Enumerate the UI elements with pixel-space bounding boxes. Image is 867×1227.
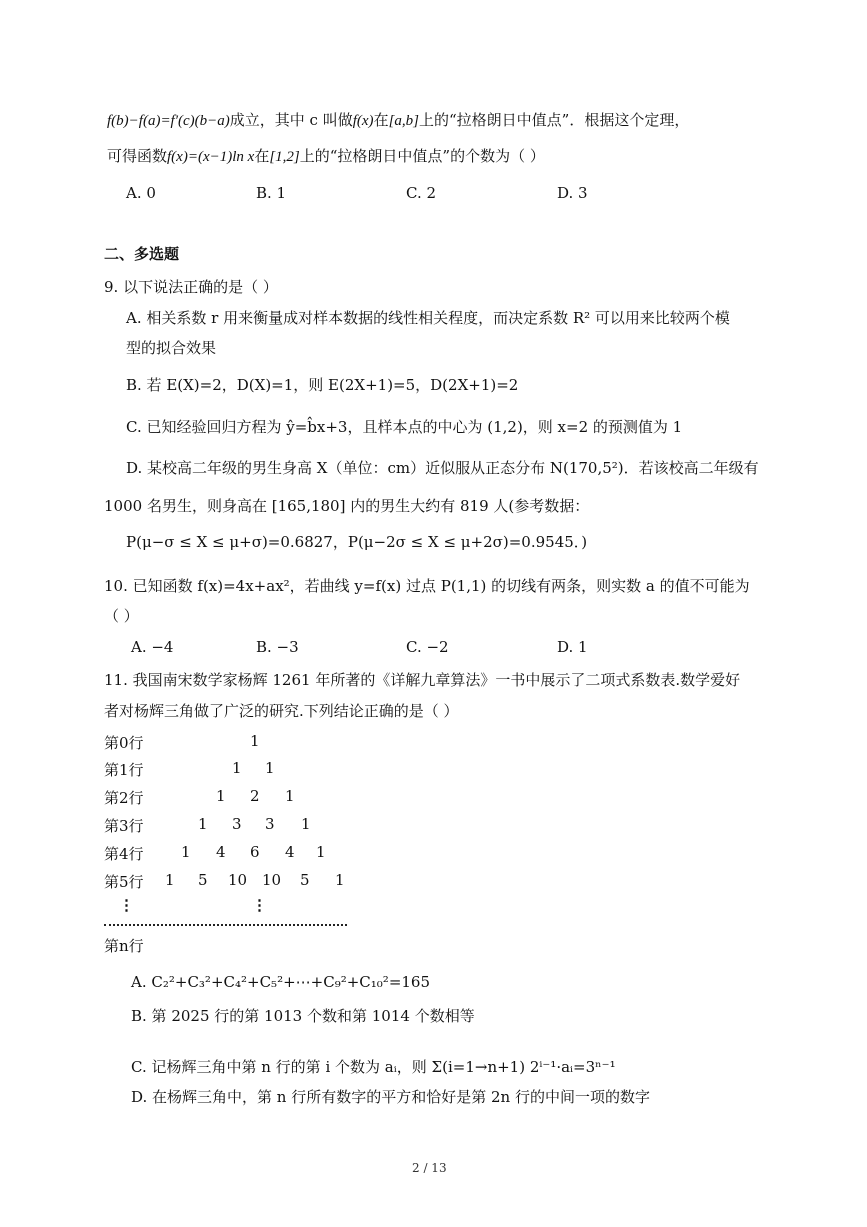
triangle-cell: 1 [265,759,275,777]
row-label-2: 第2行 [104,789,144,807]
q9-option-d-line2: 1000 名男生，则身高在 [165,180] 内的男生大约有 819 人(参考数据： [104,497,590,515]
dotted-divider [104,924,347,926]
q9-option-a-line1: A. 相关系数 r 用来衡量成对样本数据的线性相关程度，而决定系数 R² 可以用来比较两个模 [126,309,730,327]
q9-option-d-line3: P(μ−σ ≤ X ≤ μ+σ)=0.6827，P(μ−2σ ≤ X ≤ μ+2σ)=0.9545．) [126,533,588,551]
q11-stem-line1: 11. 我国南宋数学家杨辉 1261 年所著的《详解九章算法》一书中展示了二项式系数表.数学爱好 [104,671,741,689]
q11-stem-line2: 者对杨辉三角做了广泛的研究.下列结论正确的是（ ） [104,702,459,720]
q10-stem-line2: （ ） [104,607,139,625]
triangle-cell: 10 [228,871,248,889]
section-title: 二、多选题 [104,245,180,263]
q11-option-d: D. 在杨辉三角中，第 n 行所有数字的平方和恰好是第 2n 行的中间一项的数字 [131,1088,650,1106]
triangle-cell: 1 [335,871,345,889]
q8-option-c: C. 2 [406,184,437,202]
q11-option-c: C. 记杨辉三角中第 n 行的第 i 个数为 aᵢ，则 Σ(i=1→n+1) 2ⁱ⁻¹·aᵢ=3ⁿ⁻¹ [131,1058,616,1076]
q9-stem: 9. 以下说法正确的是（ ） [104,278,278,296]
triangle-cell: 5 [198,871,208,889]
q9-option-c: C. 已知经验回归方程为 ŷ=b̂x+3，且样本点的中心为 (1,2)，则 x=2 的预测值为 1 [126,418,683,436]
row-label-3: 第3行 [104,817,144,835]
row-label-5: 第5行 [104,873,144,891]
q8-option-d: D. 3 [557,184,588,202]
vdots-right: ⋮ [252,896,267,914]
q8-option-b: B. 1 [256,184,287,202]
q10-option-b: B. −3 [256,638,299,656]
triangle-cell: 1 [165,871,175,889]
q9-option-d-line1: D. 某校高二年级的男生身高 X（单位：cm）近似服从正态分布 N(170,5²)．若该校高二年级有 [126,459,759,477]
vdots-left: ⋮ [119,896,134,914]
triangle-cell: 4 [216,843,226,861]
q8-line1: f(b)−f(a)=f′(c)(b−a)成立，其中 c 叫做f(x)在[a,b]上的“拉格朗日中值点”．根据这个定理， [107,111,690,129]
triangle-cell: 1 [285,787,295,805]
triangle-cell: 3 [232,815,242,833]
triangle-cell: 10 [262,871,282,889]
triangle-cell: 1 [181,843,191,861]
triangle-cell: 1 [198,815,208,833]
q10-option-c: C. −2 [406,638,449,656]
q10-option-a: A. −4 [131,638,174,656]
q11-option-b: B. 第 2025 行的第 1013 个数和第 1014 个数相等 [131,1007,475,1025]
triangle-cell: 1 [301,815,311,833]
row-label-n: 第n行 [104,937,144,955]
page-number: 2 / 13 [412,1161,447,1175]
triangle-cell: 1 [232,759,242,777]
row-label-4: 第4行 [104,845,144,863]
triangle-cell: 1 [216,787,226,805]
q10-option-d: D. 1 [557,638,588,656]
triangle-cell: 2 [250,787,260,805]
row-label-0: 第0行 [104,734,144,752]
q9-option-a-line2: 型的拟合效果 [126,339,217,357]
triangle-cell: 5 [300,871,310,889]
q10-stem-line1: 10. 已知函数 f(x)=4x+ax²，若曲线 y=f(x) 过点 P(1,1) 的切线有两条，则实数 a 的值不可能为 [104,577,750,595]
q8-mvt-formula: f(b)−f(a)=f′(c)(b−a) [107,113,230,129]
triangle-cell: 1 [316,843,326,861]
q8-option-a: A. 0 [126,184,156,202]
triangle-cell: 6 [250,843,260,861]
row-label-1: 第1行 [104,761,144,779]
triangle-cell: 4 [285,843,295,861]
triangle-cell: 3 [265,815,275,833]
q8-line2: 可得函数f(x)=(x−1)ln x在[1,2]上的“拉格朗日中值点”的个数为（ ） [107,147,545,165]
triangle-cell: 1 [250,732,260,750]
q9-option-b: B. 若 E(X)=2，D(X)=1，则 E(2X+1)=5，D(2X+1)=2 [126,376,519,394]
q11-option-a: A. C₂²+C₃²+C₄²+C₅²+⋯+C₉²+C₁₀²=165 [131,973,431,991]
